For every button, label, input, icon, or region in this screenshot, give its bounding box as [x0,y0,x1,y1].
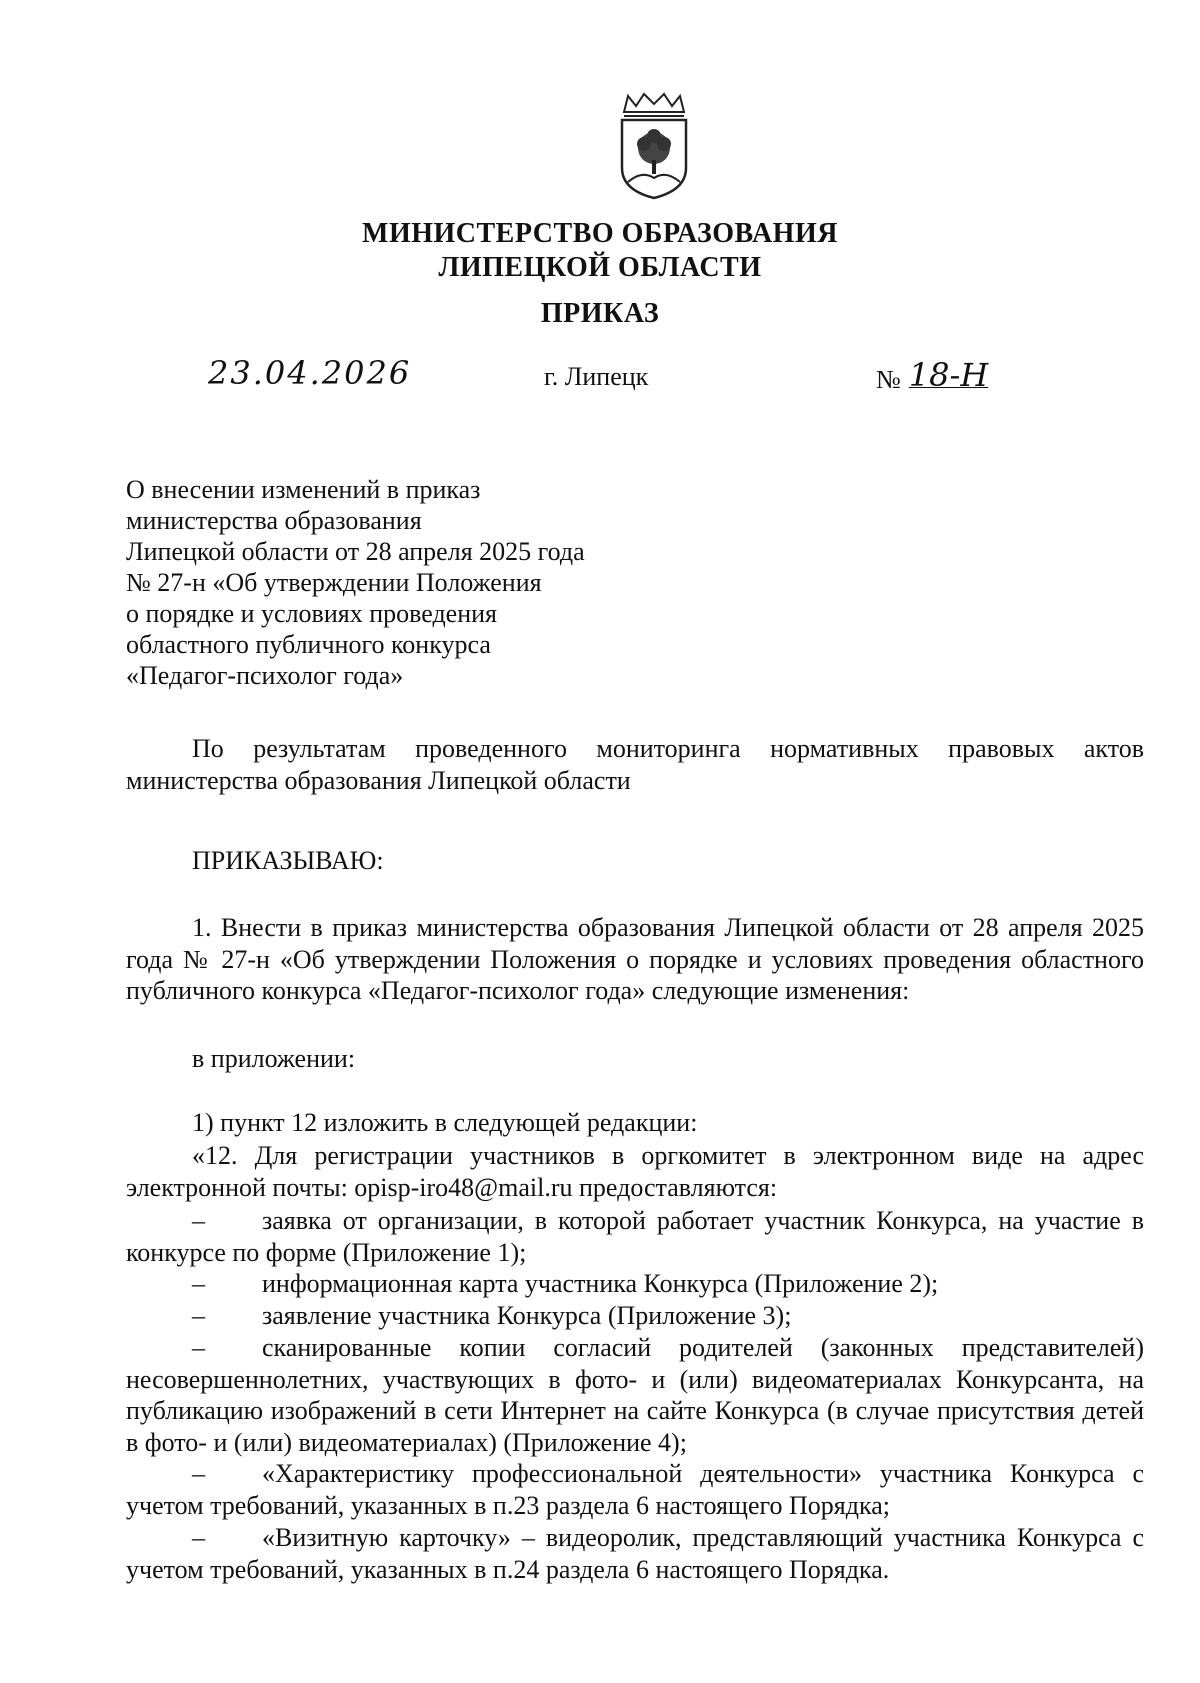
coat-of-arms-icon [614,90,694,202]
preamble-text: По результатам проведенного мониторинга нормативных правовых актов министерства образования Липецкой области [126,734,1144,795]
list-item [126,1522,1144,1585]
document-title [126,474,726,691]
title-line: министерства образования [126,506,422,535]
handwritten-number: 18-Н [908,356,989,394]
clause-12-text: «12. Для регистрации участников в оргкомитет в электронном виде на адрес электронной почты: opisp-iro48@mail.ru предоставляются: [126,1141,1144,1202]
point-1-text: 1. Внести в приказ министерства образования Липецкой области от 28 апреля 2025 года № 27-н «Об утверждении Положения о порядке и условиях проведения областного публичного конкурса «Педагог-психолог года» следующие изменения: [126,913,1144,1005]
city: г. Липецк [544,362,649,391]
title-line: о порядке и условиях проведения [126,599,497,628]
dash-marker: – [192,1459,205,1488]
list-item-text: «Характеристику профессиональной деятельности» участника Конкурса с учетом требований, указанных в п.23 раздела 6 настоящего Порядка; [126,1459,1144,1520]
point-1-paragraph [126,912,1144,1007]
handwritten-date: 23.04.2026 [208,354,412,392]
title-line: «Педагог-психолог года» [126,661,404,690]
list-item-text: «Визитную карточку» – видеоролик, представляющий участника Конкурса с учетом требований, указанных в п.24 раздела 6 настоящего Порядка. [126,1523,1144,1584]
preamble-paragraph [126,733,1144,796]
document-type: ПРИКАЗ [540,298,660,329]
title-line: № 27-н «Об утверждении Положения [126,568,542,597]
list-item [126,1300,1144,1332]
dash-marker: – [192,1269,205,1298]
list-item-text: информационная карта участника Конкурса (Приложение 2); [262,1269,939,1298]
list-item-text: сканированные копии согласий родителей (законных представителей) несовершеннолетних, участвующих в фото- и (или) видеоматериалах Конкурсанта, на публикацию изображений в сети Интернет на сайте Конкурса (в случае присутствия детей в фото- и (или) видеоматериалах) (Приложение 4); [126,1333,1144,1457]
number-label: № [876,365,901,395]
order-number [876,356,988,395]
dash-marker: – [192,1523,205,1552]
ministry-name-line1: МИНИСТЕРСТВО ОБРАЗОВАНИЯ [362,218,838,249]
title-line: Липецкой области от 28 апреля 2025 года [126,537,585,566]
list-item [126,1268,1144,1300]
orders-heading: ПРИКАЗЫВАЮ: [192,846,384,875]
clause-12-paragraph [126,1140,1144,1203]
subpoint-1-text: 1) пункт 12 изложить в следующей редакции: [192,1108,698,1137]
in-appendix-text: в приложении: [192,1044,356,1073]
ministry-name-line2: ЛИПЕЦКОЙ ОБЛАСТИ [438,252,762,283]
list-item [126,1205,1144,1268]
list-item-text: заявка от организации, в которой работает участник Конкурса, на участие в конкурсе по форме (Приложение 1); [126,1206,1144,1267]
list-item [126,1458,1144,1521]
dash-marker: – [192,1333,205,1362]
dash-marker: – [192,1301,205,1330]
title-line: областного публичного конкурса [126,630,491,659]
dash-marker: – [192,1206,205,1235]
list-item [126,1332,1144,1458]
list-item-text: заявление участника Конкурса (Приложение 3); [262,1301,792,1330]
title-line: О внесении изменений в приказ [126,475,481,504]
